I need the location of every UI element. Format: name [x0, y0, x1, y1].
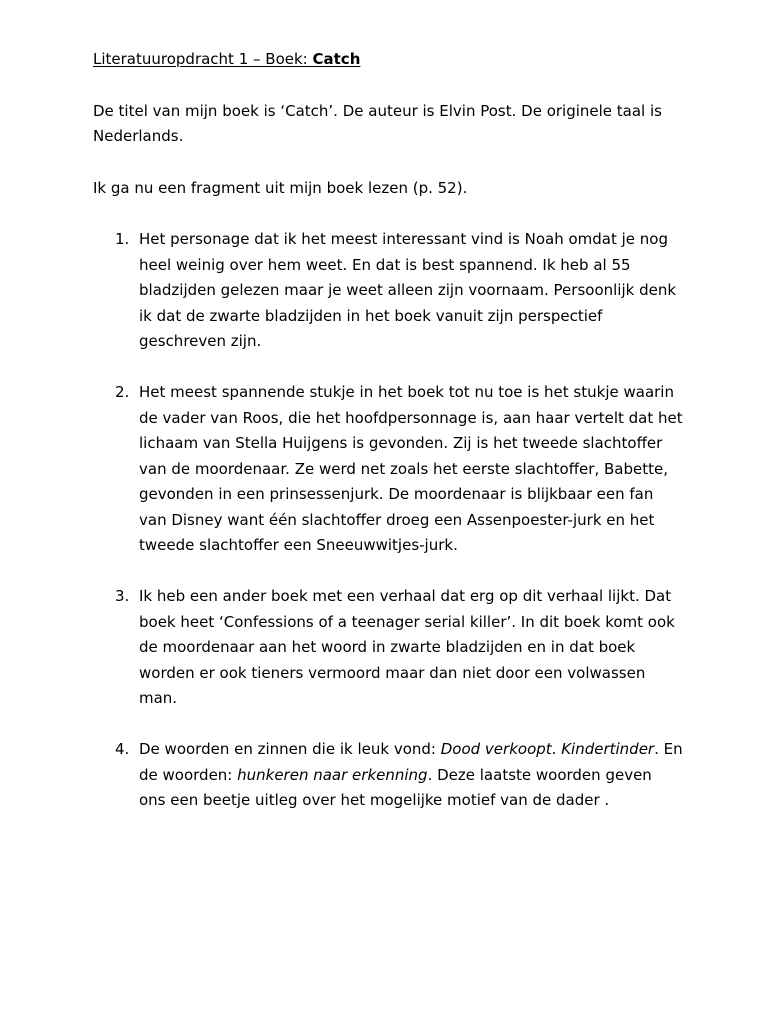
list-item-number: 4. [115, 740, 130, 758]
quote-hunkeren: hunkeren naar erkenning [237, 765, 428, 784]
fragment-paragraph: Ik ga nu een fragment uit mijn boek lezen (p. 52). [93, 178, 468, 197]
document-page [93, 47, 683, 839]
list-item-text: Ik heb een ander boek met een verhaal dat erg op dit verhaal lijkt. Dat boek heet ‘Confessions of a teenager serial killer’. In dit boek komt ook de moordenaar aan het woord in zwarte bladzijden en in dat boek worden er ook tieners vermoord maar dan niet door een volwassen man. [139, 587, 675, 707]
title-prefix: Literatuuropdracht 1 – Boek: [93, 50, 313, 68]
title-book-name: Catch [312, 50, 361, 68]
list-item-text-segment: . Deze laatste woorden geven ons een beetje uitleg over het mogelijke motief van de dader . [139, 765, 652, 809]
list-item [93, 380, 683, 559]
list-item [93, 737, 683, 814]
list-item-number: 1. [115, 230, 130, 248]
list-item [93, 584, 683, 712]
list-item-text-segment: . [551, 740, 562, 758]
document-title [93, 47, 683, 73]
list-item-text: Het meest spannende stukje in het boek tot nu toe is het stukje waarin de vader van Roos, die het hoofdpersonnage is, aan haar vertelt dat het lichaam van Stella Huijgens is gevonden. Zij is het tweede slachtoffer van de moordenaar. Ze werd net zoals het eerste slachtoffer, Babette, gevonden in een prinsessenjurk. De moordenaar is blijkbaar een fan van Disney want één slachtoffer droeg een Assenpoester-jurk en het tweede slachtoffer een Sneeuwwitjes-jurk. [139, 383, 683, 554]
list-item-text: Het personage dat ik het meest interessant vind is Noah omdat je nog heel weinig over hem weet. En dat is best spannend. Ik heb al 55 bladzijden gelezen maar je weet alleen zijn voornaam. Persoonlijk denk ik dat de zwarte bladzijden in het boek vanuit zijn perspectief geschreven zijn. [139, 230, 677, 350]
list-item-text-segment: . En de woorden: [139, 740, 683, 784]
list-item-text-segment: De woorden en zinnen die ik leuk vond: [139, 740, 441, 758]
list-item [93, 227, 683, 355]
intro-paragraph: De titel van mijn boek is ‘Catch’. De auteur is Elvin Post. De originele taal is Nederlands. [93, 101, 662, 145]
quote-dood-verkoopt: Dood verkoopt [440, 740, 552, 758]
quote-kindertinder: Kindertinder [561, 740, 655, 758]
list-item-number: 3. [115, 587, 130, 605]
numbered-list [93, 227, 683, 814]
list-item-number: 2. [115, 383, 130, 401]
